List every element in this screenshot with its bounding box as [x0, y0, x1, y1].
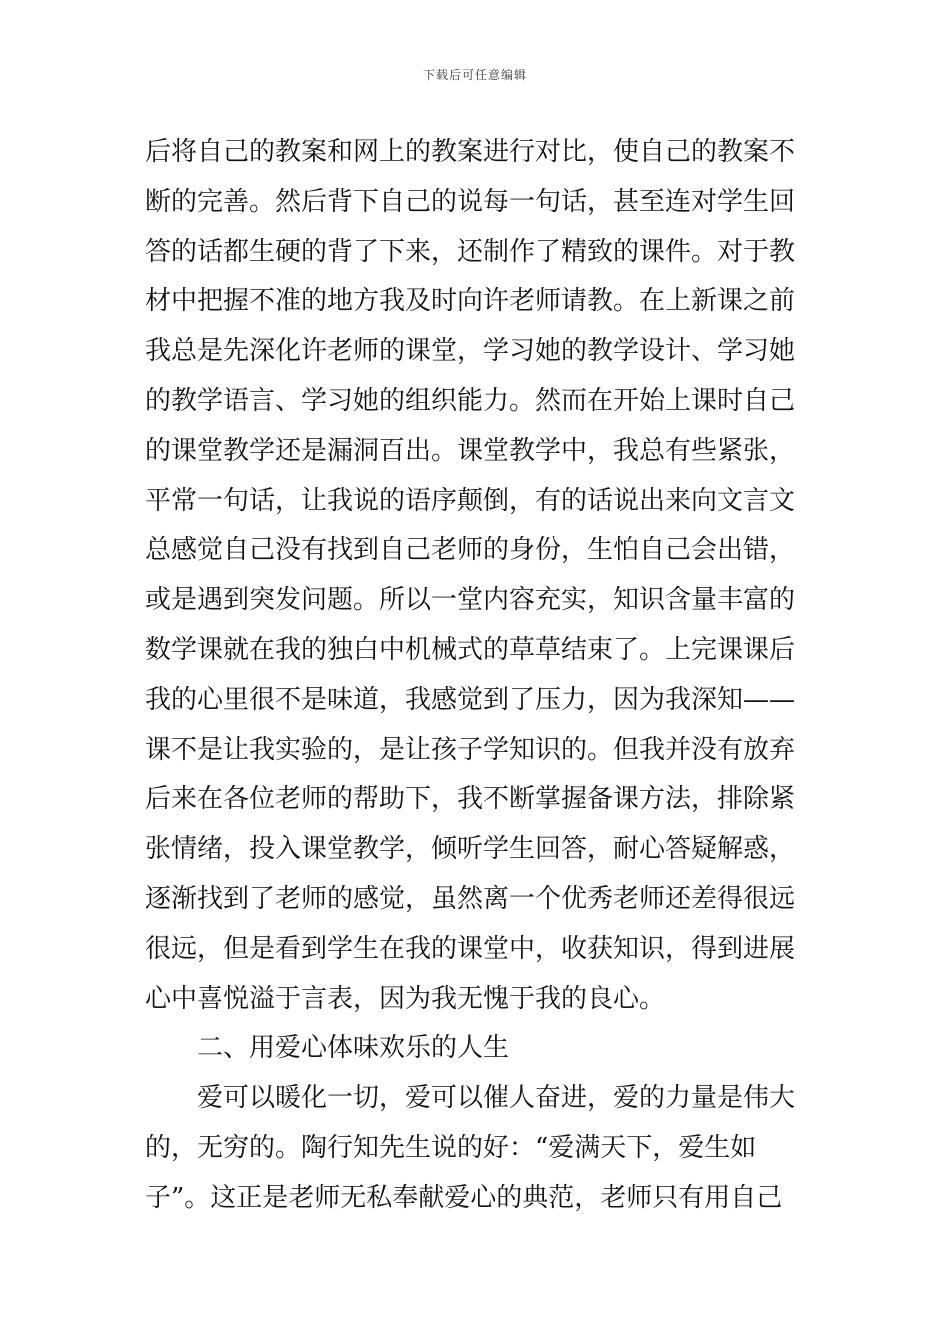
body-text	[145, 128, 815, 1224]
text-line: 后来在各位老师的帮助下，我不断掌握备课方法，排除紧	[145, 784, 796, 815]
section-heading: 二、用爱心体味欢乐的人生	[197, 1033, 510, 1064]
text-line: 的课堂教学还是漏洞百出。课堂教学中，我总有些紧张，	[145, 435, 796, 466]
text-line: 答的话都生硬的背了下来，还制作了精致的课件。对于教	[145, 236, 796, 267]
text-line: 材中把握不准的地方我及时向许老师请教。在上新课之前	[145, 286, 796, 317]
text-line: 我的心里很不是味道，我感觉到了压力，因为我深知——	[145, 684, 796, 715]
text-line: 断的完善。然后背下自己的说每一句话，甚至连对学生回	[145, 186, 796, 217]
text-line: 心中喜悦溢于言表，因为我无愧于我的良心。	[145, 983, 666, 1014]
text-line: 子”。这正是老师无私奉献爱心的典范，老师只有用自己	[145, 1182, 783, 1213]
header-note: 下载后可任意编辑	[422, 68, 527, 82]
text-line: 张情绪，投入课堂教学，倾听学生回答，耐心答疑解惑，	[145, 834, 796, 865]
text-line: 我总是先深化许老师的课堂，学习她的教学设计、学习她	[145, 336, 796, 367]
text-line: 很远，但是看到学生在我的课堂中，收获知识，得到进展	[145, 933, 796, 964]
text-line: 的，无穷的。陶行知先生说的好：“爱满天下，爱生如	[145, 1132, 757, 1163]
text-line: 总感觉自己没有找到自己老师的身份，生怕自己会出错，	[145, 535, 796, 566]
text-line: 课不是让我实验的，是让孩子学知识的。但我并没有放弃	[145, 734, 796, 765]
text-line: 爱可以暖化一切，爱可以催人奋进，爱的力量是伟大	[197, 1083, 796, 1114]
text-line: 数学课就在我的独白中机械式的草草结束了。上完课课后	[145, 634, 796, 665]
text-line: 后将自己的教案和网上的教案进行对比，使自己的教案不	[145, 137, 796, 167]
text-line: 平常一句话，让我说的语序颠倒，有的话说出来向文言文	[145, 485, 796, 516]
text-line: 的教学语言、学习她的组织能力。然而在开始上课时自己	[145, 385, 796, 416]
text-line: 或是遇到突发问题。所以一堂内容充实，知识含量丰富的	[145, 585, 796, 616]
text-line: 逐渐找到了老师的感觉，虽然离一个优秀老师还差得很远	[145, 883, 796, 914]
